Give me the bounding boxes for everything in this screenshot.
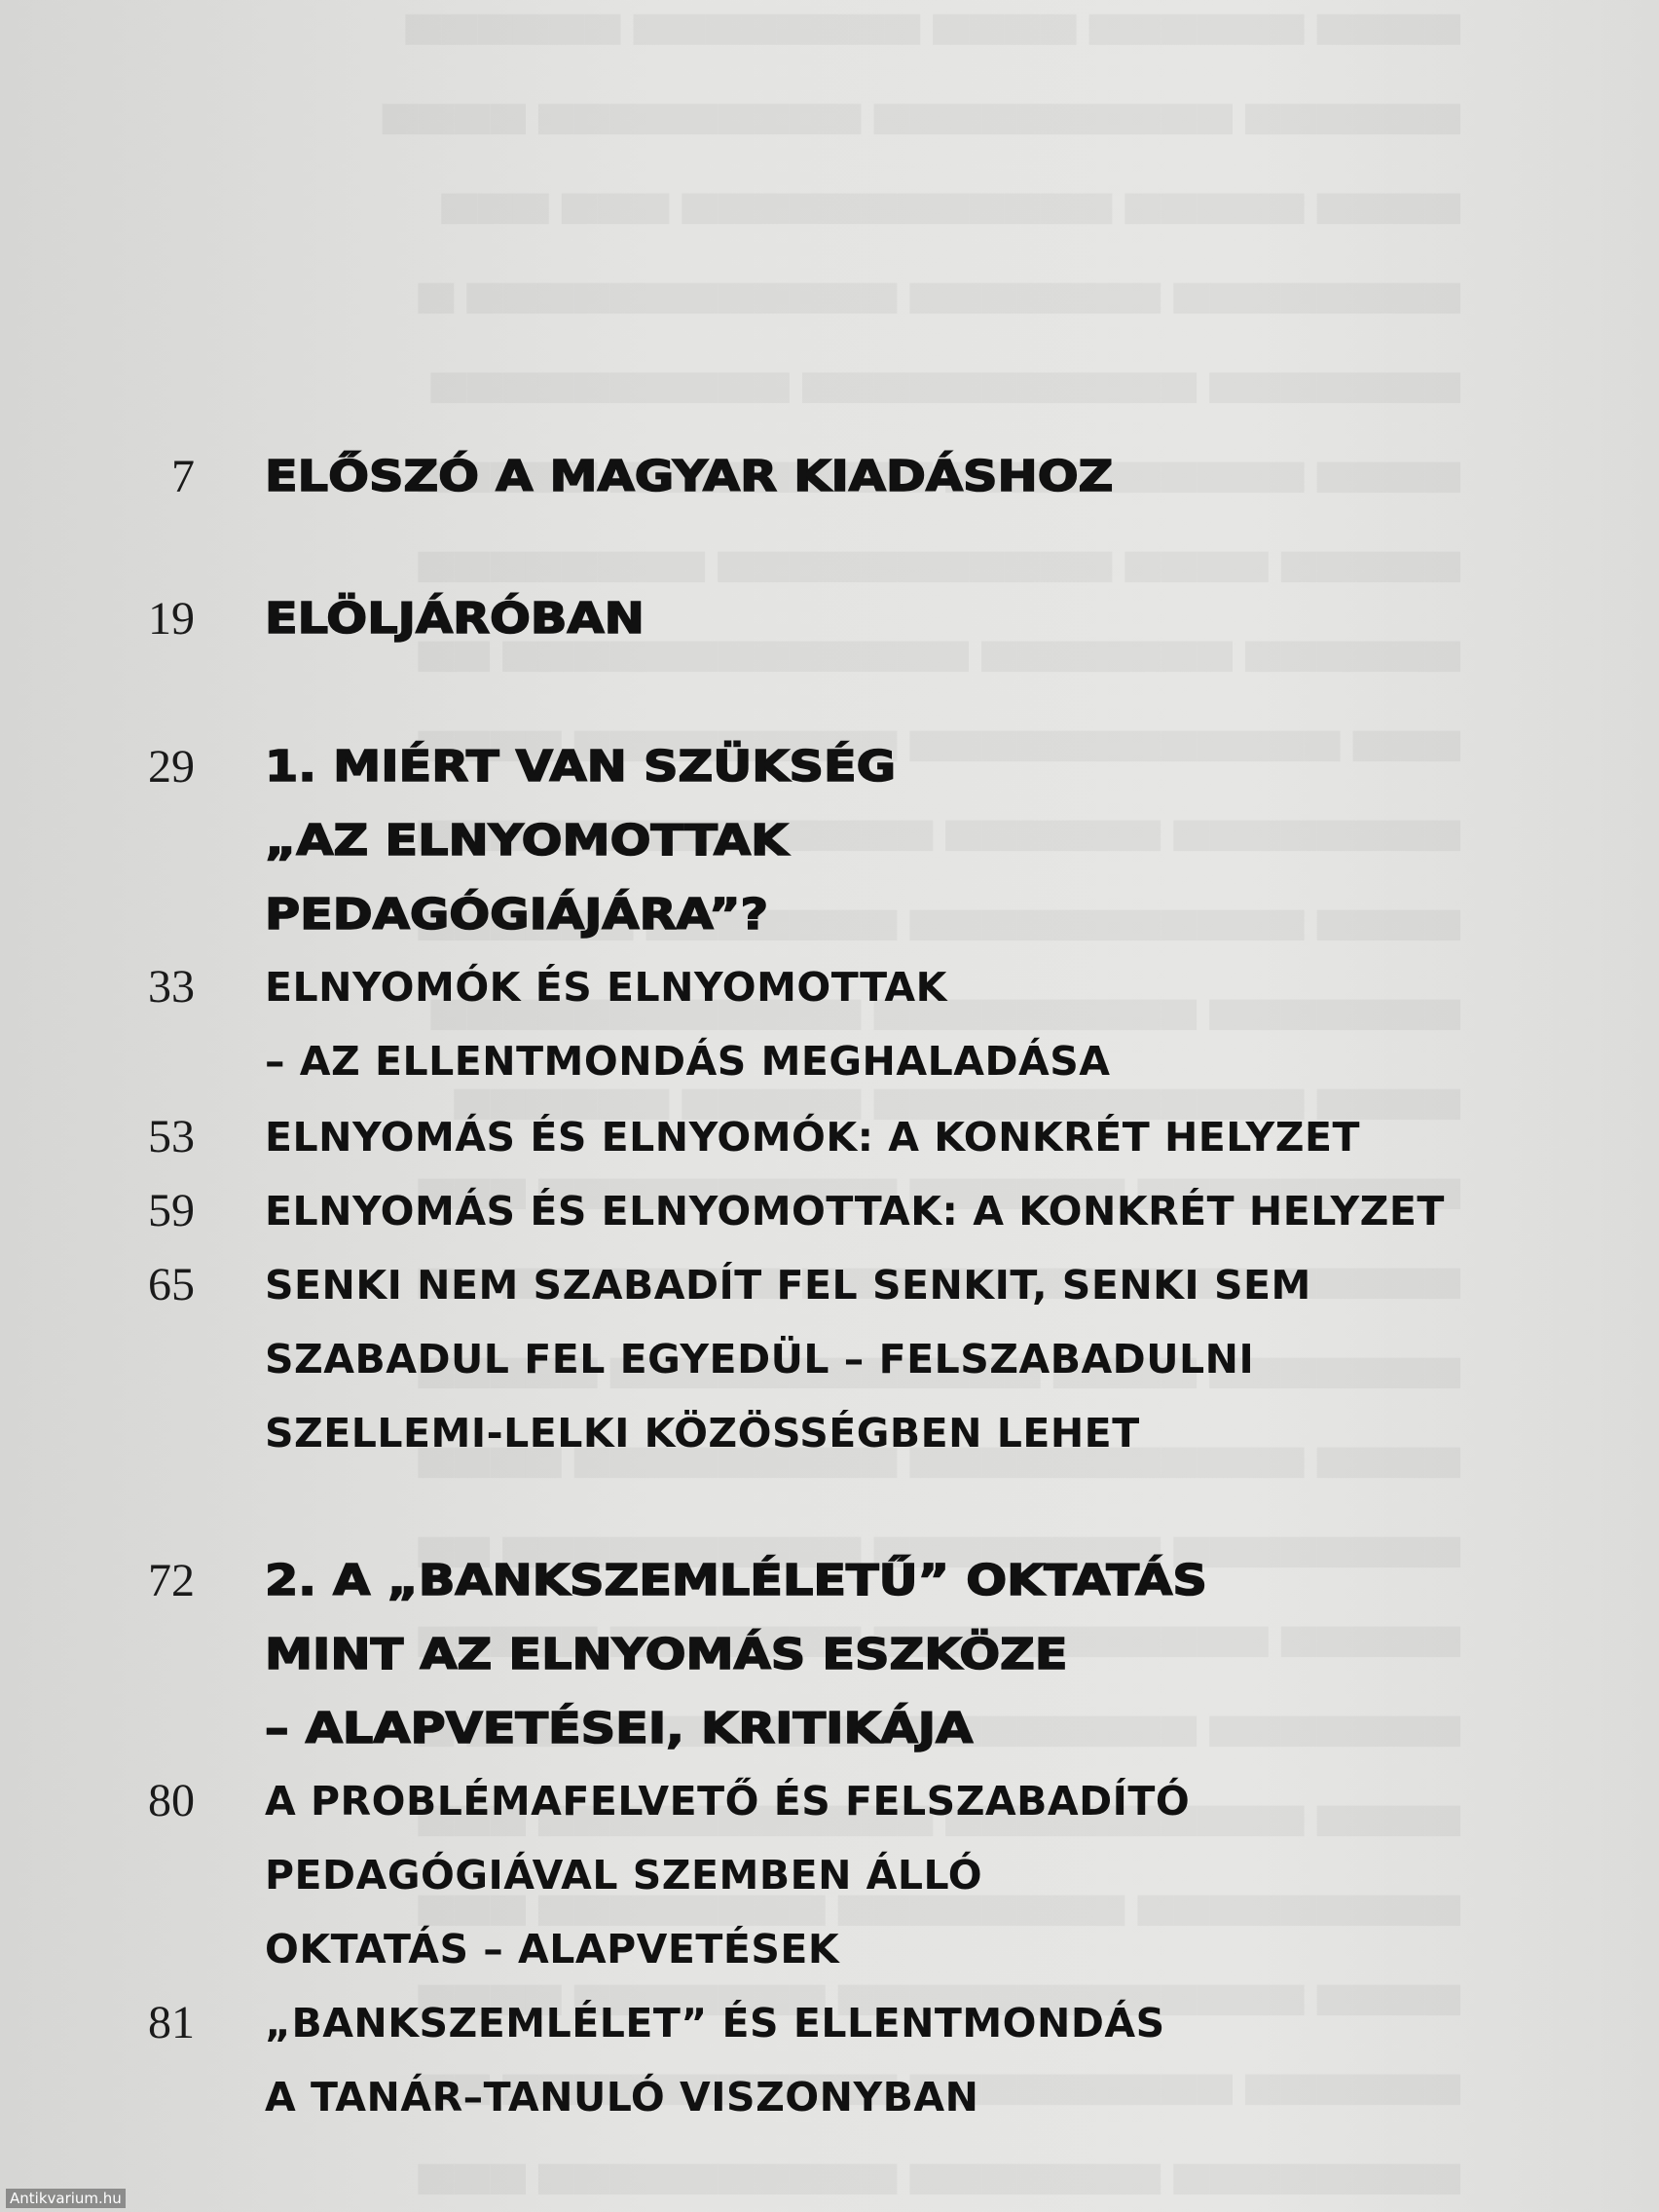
toc-title-line: MINT AZ ELNYOMÁS ESZKÖZE: [265, 1630, 1068, 1679]
toc-title-line: – ALAPVETÉSEI, KRITIKÁJA: [265, 1704, 974, 1753]
toc-title-line: ELNYOMÓK ÉS ELNYOMOTTAK: [265, 964, 947, 1011]
toc-page-number: 19: [148, 593, 195, 645]
toc-section-title: [265, 1174, 1550, 1248]
toc-page-number: 29: [148, 741, 195, 793]
toc-title-line: 1. MIÉRT VAN SZÜKSÉG: [265, 742, 897, 792]
toc-title-line: OKTATÁS – ALAPVETÉSEK: [265, 1926, 840, 1972]
toc-title-line: 2. A „BANKSZEMLÉLETŰ” OKTATÁS: [265, 1556, 1207, 1605]
toc-page-number: 65: [148, 1259, 195, 1310]
toc-page-number: 53: [148, 1111, 195, 1162]
toc-page-number: 33: [148, 961, 195, 1013]
source-watermark: Antikvarium.hu: [6, 2189, 126, 2208]
toc-title-line: ELNYOMÁS ÉS ELNYOMOTTAK: A KONKRÉT HELYZET: [265, 1188, 1445, 1235]
toc-chapter-title: [265, 582, 1550, 656]
toc-title-line: ELŐSZÓ A MAGYAR KIADÁSHOZ: [265, 452, 1114, 501]
toc-chapter-title: [265, 440, 1550, 514]
toc-title-line: „BANKSZEMLÉLET” ÉS ELLENTMONDÁS: [265, 2000, 1165, 2046]
toc-section-title: [265, 950, 1550, 1098]
toc-title-line: PEDAGÓGIÁVAL SZEMBEN ÁLLÓ: [265, 1852, 983, 1899]
toc-page-number: 81: [148, 1997, 195, 2048]
toc-page-number: 7: [171, 451, 195, 502]
toc-page-number: 72: [148, 1555, 195, 1606]
toc-chapter-title: [265, 1544, 1550, 1766]
toc-title-line: SZELLEMI-LELKI KÖZÖSSÉGBEN LEHET: [265, 1410, 1140, 1456]
toc-page-number: 59: [148, 1185, 195, 1236]
toc-section-title: [265, 1248, 1550, 1470]
toc-title-line: PEDAGÓGIÁJÁRA”?: [265, 890, 769, 940]
toc-section-title: [265, 1986, 1550, 2134]
toc-title-line: A PROBLÉMAFELVETŐ ÉS FELSZABADÍTÓ: [265, 1778, 1191, 1825]
toc-title-line: „AZ ELNYOMOTTAK: [265, 816, 789, 866]
toc-title-line: SZABADUL FEL EGYEDÜL – FELSZABADULNI: [265, 1336, 1255, 1382]
toc-chapter-title: [265, 730, 1550, 952]
toc-title-line: ELNYOMÁS ÉS ELNYOMÓK: A KONKRÉT HELYZET: [265, 1114, 1360, 1161]
toc-page-number: 80: [148, 1775, 195, 1826]
toc-title-line: – AZ ELLENTMONDÁS MEGHALADÁSA: [265, 1038, 1111, 1085]
toc-title-line: ELÖLJÁRÓBAN: [265, 594, 645, 644]
toc-title-line: SENKI NEM SZABADÍT FEL SENKIT, SENKI SEM: [265, 1262, 1311, 1309]
toc-title-line: A TANÁR–TANULÓ VISZONYBAN: [265, 2074, 979, 2120]
toc-section-title: [265, 1100, 1550, 1174]
toc-section-title: [265, 1764, 1550, 1986]
